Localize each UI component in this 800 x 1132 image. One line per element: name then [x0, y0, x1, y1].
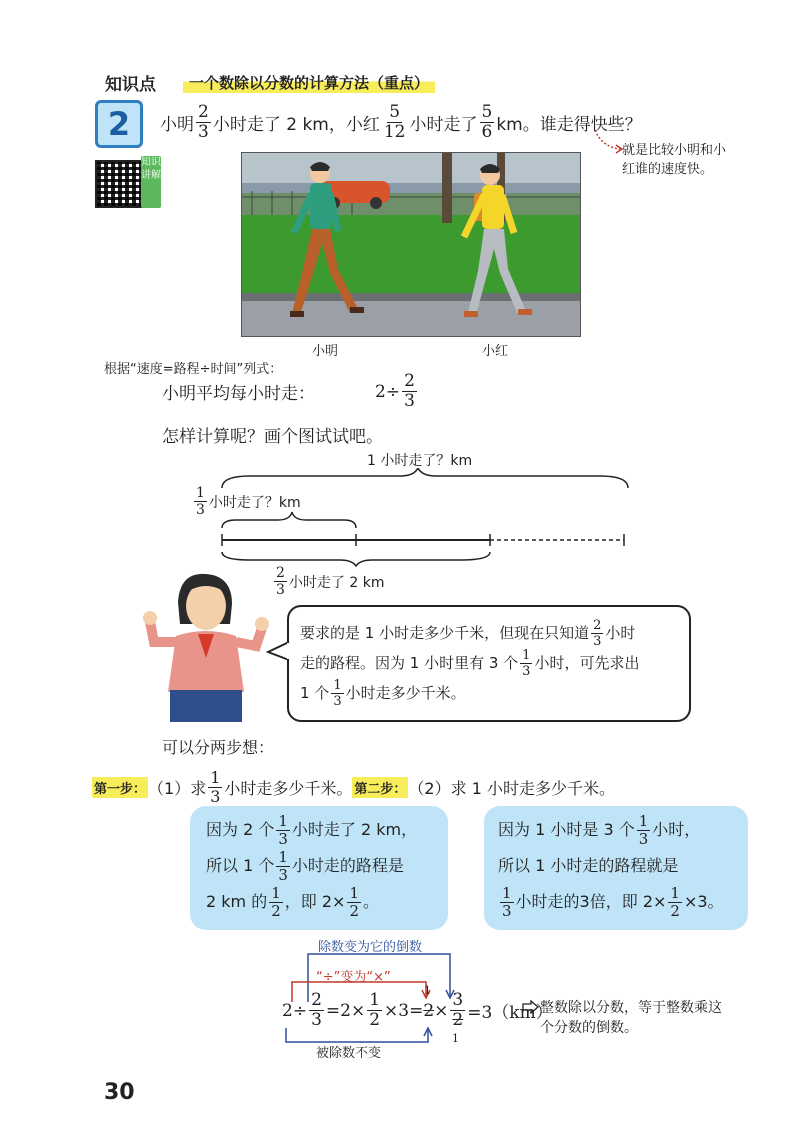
fraction: $\frac{1}{3}$: [638, 811, 649, 848]
fraction: $\frac{1}{2}$: [670, 883, 680, 920]
problem-number-badge: 2: [95, 100, 143, 148]
fraction: $\frac{2}{3}$: [593, 617, 602, 649]
diagram-third-label: [192, 486, 301, 517]
calc-part: ×3=: [384, 1000, 424, 1021]
walking-illustration: [241, 152, 581, 337]
question-line: 怎样计算呢？画个图试试吧。: [162, 427, 383, 447]
speech-part: 要求的是 1 小时走多少千米，但现在只知道: [300, 624, 590, 642]
fraction: $\frac{1}{3}$: [210, 768, 221, 806]
speech-part: 走的路程。因为 1 小时里有 3 个: [300, 654, 519, 672]
calc-cancelled-two: 2: [423, 1000, 435, 1021]
problem-text: 小时走了 2 km，小红: [212, 115, 380, 135]
box1-part: 所以 1 个: [206, 856, 275, 875]
box1-line: [206, 812, 417, 848]
formula-basis: 根据“速度=路程÷时间”列式：: [104, 362, 283, 377]
fraction: $\frac{1}{3}$: [502, 883, 512, 920]
girl-illustration: [140, 572, 270, 722]
speech-part: 1 个: [300, 684, 330, 702]
calc-part: ×: [434, 1000, 449, 1021]
box2-part: 所以 1 小时走的路程就是: [498, 856, 679, 875]
two-steps-heading: 可以分两步想：: [162, 738, 275, 757]
fraction: $\frac{1}{3}$: [196, 485, 205, 518]
qr-tag: 知识讲解: [141, 156, 161, 208]
steps-line: [92, 770, 615, 805]
box1-part: 因为 2 个: [206, 820, 275, 839]
fraction: $\frac{5}{6}$: [481, 102, 493, 142]
caption-xiaohong: 小红: [482, 344, 509, 359]
speech-line: [300, 678, 678, 708]
cancel-mark-bottom: 1: [452, 1032, 459, 1045]
segment-diagram: [210, 468, 640, 568]
box2-part: 小时走的3倍，即 2×: [515, 892, 667, 911]
equation-expr: 2÷: [375, 381, 401, 402]
fraction: $\frac{1}{3}$: [278, 811, 288, 848]
equation-label: 小明平均每小时走：: [162, 384, 315, 404]
problem-statement: [160, 104, 642, 141]
calc-part: =2×: [325, 1000, 366, 1021]
annotation-reciprocal: 除数变为它的倒数: [318, 940, 423, 955]
box1-part: 2 km 的: [206, 892, 268, 911]
knowledge-point-subtitle: 一个数除以分数的计算方法（重点）: [183, 72, 435, 93]
diagram-text: 小时走了 2 km: [288, 574, 385, 591]
step1-box-text: [206, 812, 417, 920]
speech-text: [300, 618, 678, 708]
diagram-top-label: 1 小时走了？km: [367, 453, 473, 469]
speech-line: [300, 648, 678, 678]
problem-text: km。谁走得快些？: [496, 115, 642, 135]
calc-part: =3（km）: [467, 1003, 553, 1023]
arrow-right-icon: [522, 1000, 540, 1014]
fraction: $\frac{1}{2}$: [271, 883, 281, 920]
diagram-bottom-label: [272, 566, 384, 597]
step1-tag: 第一步：: [92, 777, 148, 798]
qr-code[interactable]: [95, 160, 143, 208]
annotation-dividend: 被除数不变: [316, 1046, 382, 1061]
box1-line: [206, 848, 417, 884]
box2-part: ×3。: [683, 892, 724, 911]
knowledge-point-title: 知识点: [105, 75, 156, 95]
fraction: $\frac{3}{2}$: [452, 990, 464, 1030]
side-note: 就是比较小明和小红谁的速度快。: [622, 143, 727, 177]
step2-text: （2）求 1 小时走多少千米。: [408, 779, 615, 798]
fraction: $\frac{1}{3}$: [333, 677, 342, 709]
box1-part: 小时走的路程是: [291, 856, 404, 875]
step2-tag: 第二步：: [352, 777, 408, 798]
box2-line: [498, 812, 724, 848]
annotation-operator: “÷”变为“×”: [316, 970, 391, 985]
problem-text: 小明: [160, 115, 194, 135]
box2-line: [498, 848, 724, 884]
fraction: $\frac{5}{12}$: [383, 102, 406, 142]
box1-part: 小时走了 2 km，: [291, 820, 418, 839]
box1-part: ，即 2×: [284, 892, 346, 911]
speech-part: 小时走多少千米。: [345, 684, 466, 702]
speech-part: 小时: [605, 624, 636, 642]
conclusion-text: 整数除以分数，等于整数乘这个分数的倒数。: [540, 1000, 722, 1036]
fraction: $\frac{1}{2}$: [369, 990, 381, 1030]
cancel-mark-top: 1: [424, 984, 431, 997]
page-number: 30: [104, 1080, 135, 1105]
box2-part: 小时，: [652, 820, 701, 839]
fraction: $\frac{2}{3}$: [404, 371, 415, 411]
fraction: $\frac{1}{2}$: [349, 883, 359, 920]
problem-text: 小时走了: [409, 115, 478, 135]
calc-part: 2÷: [282, 1000, 308, 1021]
box1-line: [206, 884, 417, 920]
diagram-text: 小时走了？km: [208, 494, 301, 511]
fraction: $\frac{2}{3}$: [311, 990, 322, 1030]
speech-bubble-tail: [266, 640, 290, 664]
calc-expression: [282, 992, 553, 1029]
step1-text: （1）求: [148, 779, 207, 798]
caption-xiaoming: 小明: [312, 344, 339, 359]
step2-box-text: [498, 812, 724, 920]
fraction: $\frac{1}{3}$: [278, 847, 288, 884]
speech-line: [300, 618, 678, 648]
fraction: $\frac{2}{3}$: [276, 565, 285, 598]
step1-text: 小时走多少千米。: [224, 779, 353, 798]
fraction: $\frac{1}{3}$: [522, 647, 531, 679]
scene-svg: [242, 153, 580, 336]
box1-part: 。: [363, 892, 380, 911]
box2-part: 因为 1 小时是 3 个: [498, 820, 635, 839]
fraction: $\frac{2}{3}$: [198, 102, 209, 142]
speech-part: 小时，可先求出: [534, 654, 640, 672]
box2-line: [498, 884, 724, 920]
equation-line: [162, 373, 419, 410]
